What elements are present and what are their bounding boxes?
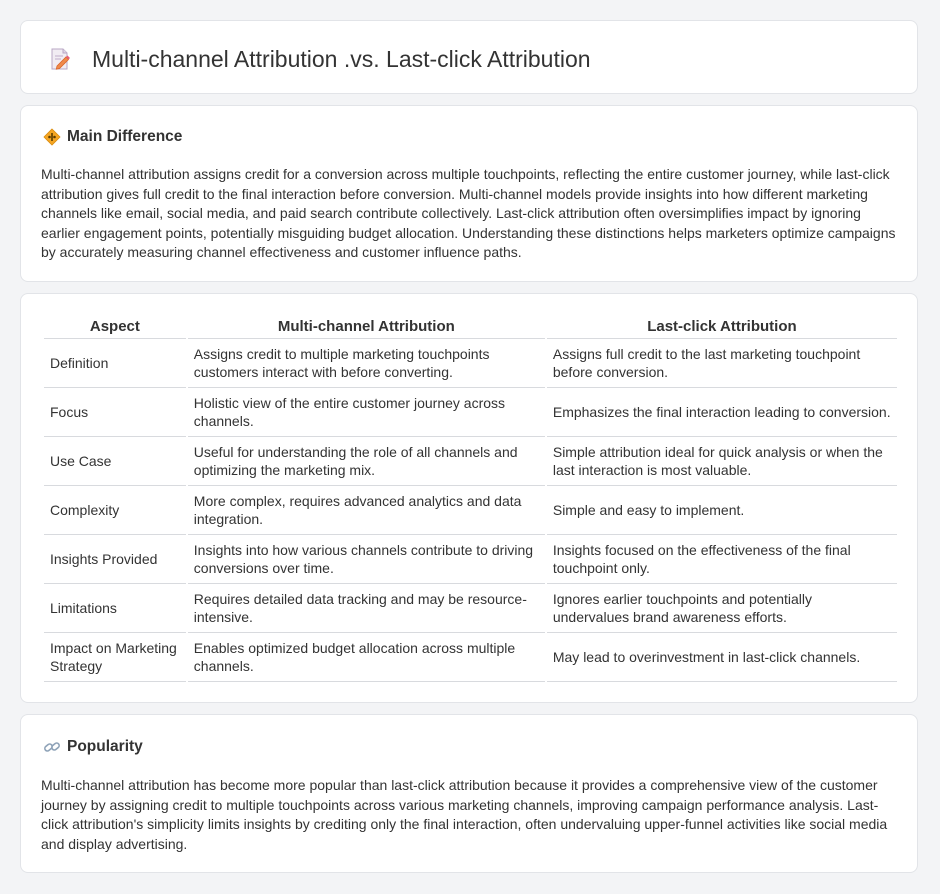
table-row — [44, 584, 897, 633]
popularity-title: Popularity — [67, 738, 143, 755]
multi-channel-cell: Insights into how various channels contribute to driving conversions over time. — [188, 535, 545, 584]
document-edit-icon — [49, 47, 71, 71]
multi-channel-cell: Requires detailed data tracking and may be resource-intensive. — [188, 584, 545, 633]
aspect-cell: Insights Provided — [44, 535, 186, 584]
main-difference-heading — [43, 127, 182, 147]
last-click-cell: Simple attribution ideal for quick analysis or when the last interaction is most valuable. — [547, 437, 897, 486]
main-difference-title: Main Difference — [67, 128, 183, 145]
column-header: Last-click Attribution — [547, 316, 897, 339]
popularity-heading — [43, 737, 143, 757]
diamond-icon — [43, 128, 61, 146]
comparison-table — [42, 316, 899, 682]
table-row — [44, 535, 897, 584]
last-click-cell: Emphasizes the final interaction leading to conversion. — [547, 388, 897, 437]
title-card — [20, 20, 918, 94]
last-click-cell: Ignores earlier touchpoints and potentially undervalues brand awareness efforts. — [547, 584, 897, 633]
table-row — [44, 486, 897, 535]
popularity-text: Multi-channel attribution has become more popular than last-click attribution because it provides a comprehensive view of the customer journey by assigning credit to multiple touchpoints across various marketing channels, improving campaign performance analysis. Last-click attribution's simplicity limits insights by crediting only the final interaction, often undervaluing upper-funnel activities like social media and display advertising. — [41, 777, 888, 852]
table-row — [44, 339, 897, 388]
table-row — [44, 388, 897, 437]
table-header-row — [44, 316, 897, 339]
last-click-cell: Insights focused on the effectiveness of the final touchpoint only. — [547, 535, 897, 584]
last-click-cell: Simple and easy to implement. — [547, 486, 897, 535]
aspect-cell: Use Case — [44, 437, 186, 486]
aspect-cell: Complexity — [44, 486, 186, 535]
main-difference-text: Multi-channel attribution assigns credit for a conversion across multiple touchpoints, reflecting the entire customer journey, while last-click attribution gives full credit to the final interaction before conversion. Multi-channel models provide insights into how different marketing channels like email, social media, and paid search contribute collectively. Last-click attribution often oversimplifies impact by ignoring earlier engagement points, potentially misguiding budget allocation. Understanding these distinctions helps marketers optimize campaigns by accurately measuring channel effectiveness and customer influence paths. — [41, 166, 896, 261]
multi-channel-cell: More complex, requires advanced analytics and data integration. — [188, 486, 545, 535]
link-icon — [43, 738, 61, 756]
popularity-card — [20, 714, 918, 873]
multi-channel-cell: Enables optimized budget allocation across multiple channels. — [188, 633, 545, 682]
multi-channel-cell: Assigns credit to multiple marketing touchpoints customers interact with before converting. — [188, 339, 545, 388]
table-row — [44, 437, 897, 486]
main-difference-card — [20, 105, 918, 282]
aspect-cell: Focus — [44, 388, 186, 437]
comparison-card — [20, 293, 918, 703]
aspect-cell: Impact on Marketing Strategy — [44, 633, 186, 682]
multi-channel-cell: Holistic view of the entire customer journey across channels. — [188, 388, 545, 437]
last-click-cell: May lead to overinvestment in last-click channels. — [547, 633, 897, 682]
last-click-cell: Assigns full credit to the last marketing touchpoint before conversion. — [547, 339, 897, 388]
aspect-cell: Limitations — [44, 584, 186, 633]
multi-channel-cell: Useful for understanding the role of all channels and optimizing the marketing mix. — [188, 437, 545, 486]
column-header: Aspect — [44, 316, 186, 339]
table-row — [44, 633, 897, 682]
column-header: Multi-channel Attribution — [188, 316, 545, 339]
aspect-cell: Definition — [44, 339, 186, 388]
page-title: Multi-channel Attribution .vs. Last-click Attribution — [92, 46, 591, 72]
